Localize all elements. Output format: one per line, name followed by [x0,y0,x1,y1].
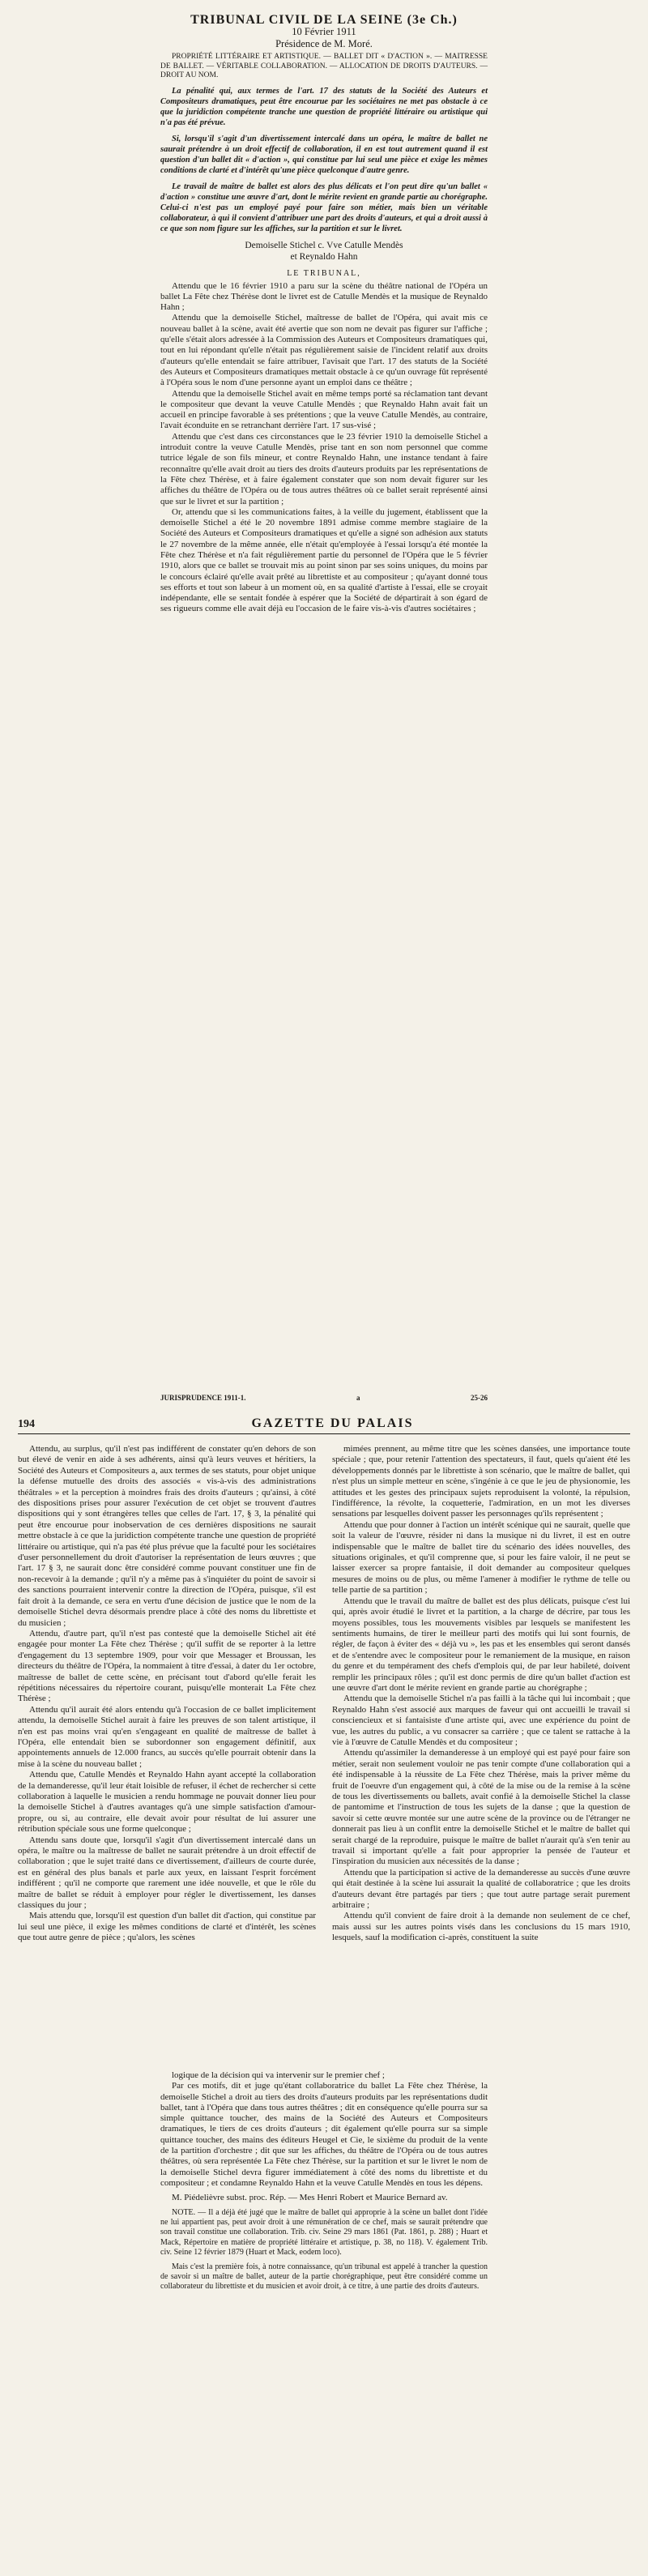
body-paragraph: Attendu que la demoiselle Stichel n'a pas failli à la tâche qui lui incombait ; que Reynaldo Hahn s'est associé aux marques de faveur qui ont accueilli le travail si consciencieux et si fantaisiste d'une artiste qui, avec une expérience du point de vue, les autres du public, a vu consacrer sa carrière ; que ce talent se rattache à la vie à l'œuvre de Catulle Mendès et du compositeur ; [332,1694,630,1747]
page-footer [160,1394,488,1402]
body-paragraph: Attendu qu'il convient de faire droit à la demande non seulement de ce chef, mais aussi sur les autres points visés dans les conclusions du 15 mars 1910, lesquels, sauf la modification ci-après, constituent la suite [332,1911,630,1943]
body-paragraph: Attendu que c'est dans ces circonstances que le 23 février 1910 la demoiselle Stichel a introduit contre la veuve Catulle Mendès, prise tant en son nom personnel que comme tutrice légale de son fils mineur, et contre Reynaldo Hahn, une instance tendant à faire reconnaître qu'elle avait droit au tiers des droits d'auteurs produits par les représentations de la Fête chez Thérèse, et à faire également constater que son nom devait figurer sur les affiches du théâtre de l'Opéra ou de tous autres théâtres où ce ballet serait représenté ainsi que sur le livret et sur la partition ; [160,431,488,506]
two-column-body [18,1444,630,1944]
body-paragraph: Attendu que le travail du maître de ballet est des plus délicats, puisque c'est lui qui, après avoir étudié le livret et la partition, a la charge de décrire, par tous les moyens possibles, tous les mouvements visibles par lesquels se manifestent les sentiments humains, de tirer le meilleur parti des motifs qui lui sont fournis, de régler, de façon à éviter des « déjà vu », les pas et les ensembles qui seront dansés et de s'entendre avec le compositeur pour le remaniement de la musique, en raison du genre et du tempérament des chefs d'emplois qui, de par leur habileté, doivent remplir les principaux rôles ; qu'il est donc permis de dire qu'un ballet d'action est une œuvre d'art dont le mérite revient en grande partie au chorégraphe ; [332,1596,630,1693]
body-paragraph: Attendu que la demoiselle Stichel avait en même temps porté sa réclamation tant devant le compositeur que devant la veuve Catulle Mendès ; que Reynaldo Hahn avait fait un accueil en principe favorable à ses prétentions ; que la veuve Catulle Mendès, au contraire, l'avait éconduite en se retranchant derrière l'art. 17 sus-visé ; [160,388,488,431]
body-paragraph: Attendu, au surplus, qu'il n'est pas indifférent de constater qu'en dehors de son but élevé de venir en aide à ses adhérents, ainsi qu'à leurs veuves et héritiers, la Société des Auteurs et Compositeurs a, aux termes de ses statuts, pour objet unique la défense mutuelle des droits des associés « vis-à-vis des administrations théâtrales » et la perception à moindres frais des droits d'auteurs ; qu'ainsi, à côté des dispositions prises pour assurer l'exécution de cet objet se trouvent d'autres dispositions qui y sont étrangères telles que celles de l'art. 17, § 3, la pénalité qui peut être encourue pour inobservation de ces dernières dispositions ne saurait mettre obstacle à ce que la juridiction compétente tranche une question de propriété littéraire ou artistique, qui n'a pas été plus prévue que la faculté pour les sociétaires d'user personnellement du droit d'autoriser la représentation de leurs œuvres ; que l'art. 17 § 3, ne saurait donc être considéré comme pouvant constituer une fin de non-recevoir à la demande ; qu'il n'y a même pas à s'inquiéter du point de savoir si des sanctions pourraient intervenir contre la direction de l'Opéra, puisque, s'il est fait droit à la demande, ce sera en vertu d'une décision de justice que le nom de la demoiselle Stichel devra désormais prendre place à côté des noms du librettiste et du musicien ; [18,1444,316,1628]
judgment-date: 10 Février 1911 [292,26,356,38]
body-paragraph: Attendu, d'autre part, qu'il n'est pas contesté que la demoiselle Stichel ait été engagée pour monter La Fête chez Thérèse ; qu'il suffit de se reporter à la lettre d'engagement du 13 septembre 1909, pour voir que Messager et Broussan, les directeurs du théâtre de l'Opéra, la nommaient à titre d'essai, à dater du 1er octobre, maîtresse de ballet de cette scène, en précisant tout d'abord qu'elle ferait les répétitions nécessaires du répertoire courant, puisqu'elle monterait La Fête chez Thérèse ; [18,1628,316,1704]
body-paragraph: Attendu que, Catulle Mendès et Reynaldo Hahn ayant accepté la collaboration de la demanderesse, qu'il leur était loisible de refuser, il échet de rechercher si cette collaboration à laquelle le musicien a rendu hommage ne pouvait donner lieu pour la demoiselle Stichel à d'autres avantages qu'à une simple satisfaction d'amour-propre, ou si, au contraire, elle devait avoir pour résultat de lui assurer une rétribution spéciale sous une forme quelconque ; [18,1770,316,1835]
court-label: LE TRIBUNAL, [287,269,361,279]
footer-center: a [356,1394,360,1402]
body-paragraph: Attendu qu'il aurait été alors entendu qu'à l'occasion de ce ballet implicitement attendu, la demoiselle Stichel aurait à faire les preuves de son talent artistique, il n'en est pas moins vrai qu'en s'engageant en qualité de maîtresse de ballet à l'Opéra, elle entendait bien se subordonner son engagement définitif, aux appointements annuels de 12.000 francs, au succès qu'elle pourrait obtenir dans la mise à la scène du nouveau ballet ; [18,1704,316,1769]
note-paragraph: Mais c'est la première fois, à notre connaissance, qu'un tribunal est appelé à trancher la question de savoir si un maître de ballet, auteur de la partie chorégraphique, peut être considéré comme un collaborateur du librettiste et du musicien et avoir droit, à ce titre, à une partie des droits d'auteurs. [160,2262,488,2292]
right-column [332,1444,630,1944]
summary-paragraph: Si, lorsqu'il s'agit d'un divertissement intercalé dans un opéra, le maître de ballet ne saurait prétendre à un droit effectif de collaboration, il en est tout autrement quand il est question d'un ballet dit « d'action », qui constitue par lui seul une pièce et exige les mêmes conditions de clarté et d'intérêt qu'une pièce quelconque d'autre genre. [160,135,488,176]
body-paragraph: Attendu que le 16 février 1910 a paru sur la scène du théâtre national de l'Opéra un ballet La Fête chez Thérèse dont le livret est de Catulle Mendès et la musique de Reynaldo Hahn ; [160,280,488,313]
parties-line: et Reynaldo Hahn [290,252,358,263]
body-paragraph: Attendu que la demoiselle Stichel, maîtresse de ballet de l'Opéra, qui avait mis ce nouveau ballet à la scène, avait été avertie que son nom ne devait pas figurer sur l'affiche ; qu'elle s'était alors adressée à la Commission des Auteurs et Compositeurs dramatiques qui, tout en lui répondant qu'elle n'était pas régulièrement saisie de l'incident relatif aux droits d'auteurs qu'elle entendait se faire attribuer, l'avisait que l'art. 17 des statuts de la Société des Auteurs et Compositeurs dramatiques mettait obstacle à ce qu'un ouvrage fût représenté à l'Opéra sous le nom d'une personne ayant un emploi dans ce théâtre ; [160,313,488,388]
court-heading: TRIBUNAL CIVIL DE LA SEINE (3e Ch.) [190,13,458,27]
page-header [18,1416,630,1434]
parties-line: Demoiselle Stichel c. Vve Catulle Mendès [245,241,403,251]
masthead-title: GAZETTE DU PALAIS [251,1416,414,1430]
keywords-line: PROPRIÉTÉ LITTÉRAIRE ET ARTISTIQUE. — BALLET DIT « D'ACTION ». — MAITRESSE DE BALLET. — VÉRITABLE COLLABORATION. — ALLOCATION DE DROITS D'AUTEURS. — DROIT AU NOM. [160,52,488,80]
left-column [18,1444,316,1944]
parties-heading [160,240,488,263]
signature-line: M. Piédelièvre subst. proc. Rép. — Mes Henri Robert et Maurice Bernard av. [172,2193,448,2203]
note-paragraph: NOTE. — Il a déjà été jugé que le maître de ballet qui approprie à la scène un ballet dont l'idée ne lui appartient pas, peut avoir droit à une rémunération de ce chef, mais se saurait prétendre que son travail constitue une collaboration. Trib. civ. Seine 29 mars 1861 (Pat. 1861, p. 288) ; Huart et Mack, Répertoire en matière de propriété littéraire et artistique, p. 38, no 118). V. également Trib. civ. Seine 12 février 1879 (Huart et Mack, eodem loco). [160,2207,488,2258]
judgment-conclusion [160,2070,488,2292]
footer-right: 25-26 [470,1394,488,1402]
body-paragraph: Attendu qu'assimiler la demanderesse à un employé qui est payé pour faire son métier, serait non seulement vouloir ne pas tenir compte d'une collaboration qui a été indispensable à la réussite de La Fête chez Thérèse, mais la priver même du fruit de l'oeuvre d'un engagement qui, à côté de la mise ou de la remise à la scène de tous les divertissements ou ballets, avait confié à la demoiselle Stichel la classe de pantomime et l'instruction de tous les sujets de la danse ; que la question de savoir si cette œuvre montée sur une autre scène de la province ou de l'étranger ne donnerait pas lieu à un conflit entre la demoiselle Stichel et le maître de ballet qui serait chargé de la reproduire, puisque le maître de ballet n'aurait qu'à s'en tenir au travail si important qu'elle a fait pour approprier la pensée de l'auteur et l'inspiration du musicien aux nécessités de la danse ; [332,1748,630,1867]
body-paragraph: Or, attendu que si les communications faites, à la veille du jugement, établissent que la demoiselle Stichel a été le 20 novembre 1891 admise comme membre stagiaire de la Société des Auteurs et Compositeurs dramatiques et qu'elle a signé son adhésion aux statuts le 27 novembre de la même année, elle n'était qu'employée à l'essai lorsqu'a été montée la Fête chez Thérèse et n'a fait régulièrement partie du personnel de l'Opéra que le 5 février 1910, alors que ce ballet se trouvait mis au point sinon par ses soins uniques, du moins par le concours éclairé qu'elle avait prêté au librettiste et au compositeur ; qu'ayant donné tous ses efforts et tout son labeur à un moment où, en sa qualité d'artiste à l'essai, elle se croyait indépendante, elle se sentait fondée à espérer que la Société de départirait à son égard de ses rigueurs comme elle avait déjà eu l'occasion de le faire vis-à-vis d'autres sociétaires ; [160,506,488,614]
judgment-top-column [160,15,488,615]
page-number: 194 [18,1418,35,1430]
body-paragraph: Attendu sans doute que, lorsqu'il s'agit d'un divertissement intercalé dans un opéra, le maître ou la maîtresse de ballet ne saurait prétendre à un droit effectif de collaboration ; que le sujet traité dans ce divertissement, d'ailleurs de courte durée, est en général des plus banals et parle aux yeux, en laissant l'esprit forcément indifférent ; qu'il ne comporte que rarement une idée nouvelle, et que le rôle du maître de ballet se réduit à employer pour régler le divertissement, les danses classiques du jour ; [18,1835,316,1911]
presidency-line: Présidence de M. Moré. [275,37,373,49]
body-paragraph: Par ces motifs, dit et juge qu'étant collaboratrice du ballet La Fête chez Thérèse, la demoiselle Stichel a droit au tiers des droits d'auteurs produits par les représentations dudit ballet, tant à l'Opéra que dans tous autres théâtres ; dit en conséquence qu'elle pourra sur sa simple quittance toucher, des mains de la Société des Auteurs et Compositeurs dramatiques, le tiers de ces droits d'auteurs ; dit également qu'elle pourra sur sa simple quittance toucher, des mains des éditeurs Heugel et Cie, le sixième du produit de la vente de la partition d'orchestre ; dit que sur les affiches, du théâtre de l'Opéra ou de tous autres théâtres, où sera représentée La Fête chez Thérèse, sur la partition et sur le livret le nom de la demoiselle Stichel devra figurer immédiatement à côté des noms du librettiste et du compositeur ; et condamne Reynaldo Hahn et la veuve Catulle Mendès en tous les dépens. [160,2081,488,2188]
body-paragraph: Mais attendu que, lorsqu'il est question d'un ballet dit d'action, qui constitue par lui seul une pièce, il exige les mêmes conditions de clarté et d'intérêt, les scènes que tout autre genre de pièce ; qu'alors, les scènes [18,1911,316,1943]
body-paragraph: logique de la décision qui va intervenir sur le premier chef ; [172,2070,385,2080]
body-paragraph: Attendu que la participation si active de la demanderesse au succès d'une œuvre qui était destinée à la scène lui assurait la qualité de collaboratrice ; que les droits d'auteurs devant être partagés par tiers ; que tout autre partage serait purement arbitraire ; [332,1867,630,1911]
summary-paragraph: La pénalité qui, aux termes de l'art. 17 des statuts de la Société des Auteurs et Compositeurs dramatiques, peut être encourue par les sociétaires ne met pas obstacle à ce que la juridiction compétente tranche une question de propriété littéraire ou artistique qui n'a pas été prévue. [160,87,488,128]
footer-left: JURISPRUDENCE 1911-1. [160,1394,246,1402]
body-paragraph: Attendu que pour donner à l'action un intérêt scénique qui ne saurait, quelle que soit la valeur de l'œuvre, résider ni dans la musique ni du livret, il est en outre indispensable que le maître de ballet tire du scénario des idées nouvelles, des situations originales, et qu'il comprenne que, si pour les faire valoir, il ne peut se laisser exercer sa propre fantaisie, il doit demander au compositeur quelques mesures de moins ou de plus, ou même l'amener à modifier le rythme de telle ou telle partie de sa partition ; [332,1519,630,1596]
body-paragraph: mimées prennent, au même titre que les scènes dansées, une importance toute spéciale ; que, pour retenir l'attention des spectateurs, il faut, quels qu'aient été les développements donnés par le librettiste à son scénario, que le maître de ballet, qui n'est plus un simple metteur en scène, s'ingénie à ce que le jeu de physionomie, les attitudes et les gestes des principaux sujets reproduisent la volonté, la répulsion, l'indifférence, la révolte, la coquetterie, l'admiration, en un mot les diverses sensations par lesquelles doivent passer les personnages qu'ils représentent ; [332,1444,630,1519]
summary-paragraph: Le travail de maître de ballet est alors des plus délicats et l'on peut dire qu'un ballet « d'action » constitue une œuvre d'art, dont le mérite revient en grande partie au chorégraphe. Celui-ci n'est pas un employé payé pour faire son métier, mais bien un véritable collaborateur, à qui il convient d'attribuer une part des droits d'auteurs, et qui a droit aussi à ce que son nom figure sur les affiches, sur la partition et sur le livret. [160,182,488,234]
